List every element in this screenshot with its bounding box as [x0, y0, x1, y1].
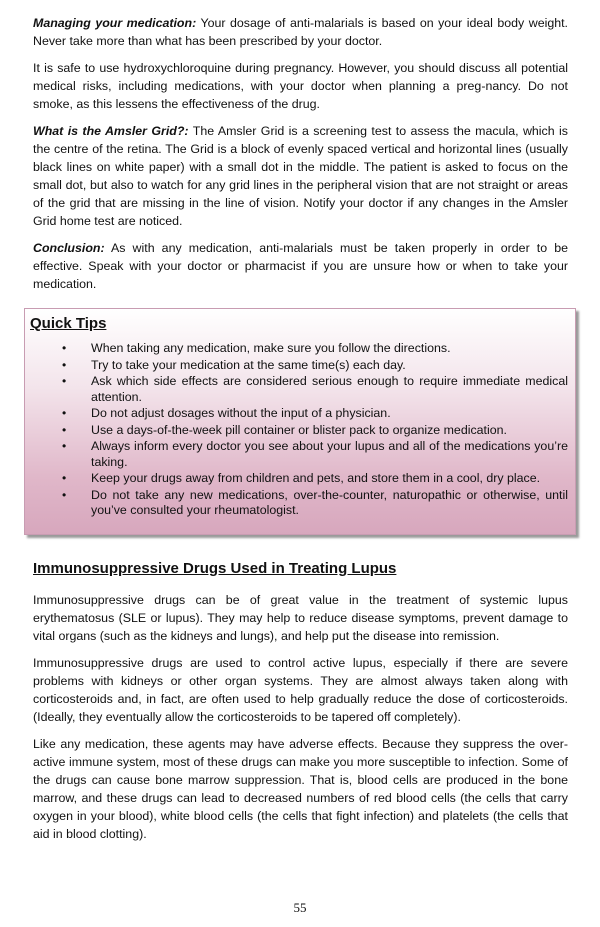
- bullet-icon: •: [62, 422, 67, 437]
- list-item: [25, 341, 575, 357]
- bullet-icon: •: [62, 439, 67, 453]
- paragraph-text: As with any medication, anti-malarials must be taken properly in order to be effective. Speak with your doctor or pharmacist if you are unsure how or when to take your medication.: [33, 241, 568, 291]
- bullet-icon: •: [62, 341, 67, 355]
- tip-text: Try to take your medication at the same time(s) each day.: [91, 357, 406, 372]
- paragraph-managing-medication: [33, 14, 568, 50]
- page-number: 55: [293, 900, 307, 915]
- list-item: [25, 471, 575, 487]
- quick-tips-list: [25, 341, 575, 519]
- paragraph-text: It is safe to use hydroxychloroquine during pregnancy. However, you should discuss all potential medical risks, including medications, with your doctor when planning a preg-nancy. Do not smoke, as this lessens the effectiveness of the drug.: [33, 61, 568, 111]
- tip-text: Use a days-of-the-week pill container or blister pack to organize medication.: [91, 422, 507, 437]
- bullet-icon: •: [62, 374, 67, 388]
- tip-text: When taking any medication, make sure you follow the directions.: [91, 341, 451, 355]
- tip-text: Do not adjust dosages without the input of a physician.: [91, 406, 391, 420]
- paragraph-lead: What is the Amsler Grid?:: [33, 124, 189, 138]
- tip-text: Keep your drugs away from children and pets, and store them in a cool, dry place.: [91, 471, 541, 485]
- paragraph-conclusion: [33, 239, 568, 293]
- section-heading: Immunosuppressive Drugs Used in Treating Lupus: [33, 559, 397, 577]
- bullet-icon: •: [62, 471, 67, 485]
- quick-tips-title: Quick Tips: [30, 315, 107, 332]
- paragraph-text: Your dosage of anti-malarials is based on your ideal body weight. Never take more than what has been prescribed by your doctor.: [33, 16, 568, 48]
- tip-text: Ask which side effects are considered serious enough to require immediate medical attention.: [91, 374, 568, 404]
- bullet-icon: •: [62, 406, 67, 420]
- paragraph-text: The Amsler Grid is a screening test to assess the macula, which is the centre of the retina. The Grid is a block of evenly spaced vertical and horizontal lines (usually black lines on white paper) with a small dot in the middle. The patient is asked to focus on the small dot, but also to watch for any grid lines in the peripheral vision that are not straight or areas of the grid that are missing in the line of vision. Notify your doctor if any changes in the Amsler Grid home test are noticed.: [33, 124, 568, 228]
- list-item: [25, 374, 575, 405]
- list-item: [25, 488, 575, 519]
- paragraph-immunosuppressive-effects: Like any medication, these agents may have adverse effects. Because they suppress the over-active immune system, most of these drugs can make you more susceptible to infection. Some of the drugs can cause bone marrow suppression. That is, blood cells are produced in the bone marrow, and these drugs can lead to decreased numbers of red blood cells (the cells that carry oxygen in your blood), white blood cells (the cells that fight infection) and platelets (the cells that aid in blood clotting).: [33, 736, 568, 841]
- tip-text: Do not take any new medications, over-the-counter, naturopathic or otherwise, until you’ve consulted your rheumatologist.: [91, 487, 568, 517]
- document-page: [30, 14, 568, 852]
- paragraph-pregnancy: [33, 59, 568, 113]
- list-item: [25, 439, 575, 470]
- list-item: [25, 423, 575, 439]
- list-item: [25, 358, 575, 374]
- paragraph-amsler-grid: [33, 122, 568, 230]
- list-item: [25, 406, 575, 422]
- bullet-icon: •: [62, 357, 67, 372]
- paragraph-immunosuppressive-use: Immunosuppressive drugs are used to control active lupus, especially if there are severe problems with kidneys or other organ systems. They are almost always taken along with corticosteroids and, in fact, are often used to help gradually reduce the dose of corticosteroids. (Ideally, they eventually allow the corticosteroids to be tapered off completely).: [33, 655, 568, 724]
- quick-tips-box: [24, 308, 576, 535]
- paragraph-lead: Conclusion:: [33, 241, 105, 255]
- tip-text: Always inform every doctor you see about your lupus and all of the medications you’re taking.: [91, 439, 568, 469]
- paragraph-immunosuppressive-value: Immunosuppressive drugs can be of great value in the treatment of systemic lupus erythematosus (SLE or lupus). They may help to reduce disease symptoms, prevent damage to vital organs (such as the kidneys and lungs), and help put the disease into remission.: [33, 592, 568, 643]
- bullet-icon: •: [62, 487, 67, 502]
- paragraph-lead: Managing your medication:: [33, 16, 197, 30]
